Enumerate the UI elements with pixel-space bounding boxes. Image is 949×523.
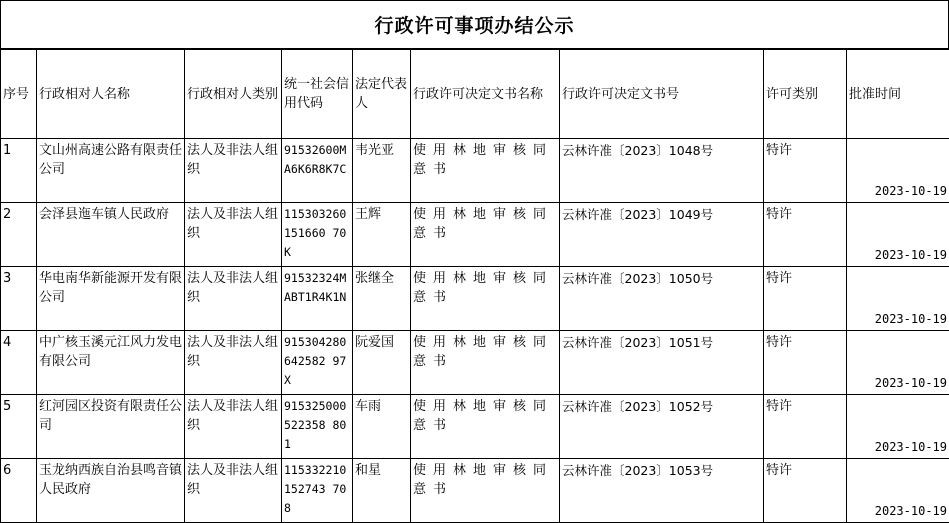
cell-permit-type: 特许	[764, 459, 847, 523]
cell-legal-rep: 王辉	[353, 203, 411, 267]
cell-doc-no: 云林许准〔2023〕1051号	[560, 331, 764, 395]
header-category: 行政相对人类别	[185, 50, 282, 139]
cell-approval-date: 2023-10-19	[847, 395, 949, 459]
table-row	[1, 395, 949, 459]
cell-category: 法人及非法人组织	[185, 395, 282, 459]
cell-name: 华电南华新能源开发有限公司	[37, 267, 185, 331]
cell-legal-rep: 和星	[353, 459, 411, 523]
table-row	[1, 459, 949, 523]
cell-permit-type: 特许	[764, 267, 847, 331]
cell-seq: 1	[1, 139, 37, 203]
cell-approval-date: 2023-10-19	[847, 267, 949, 331]
header-seq: 序号	[1, 50, 37, 139]
cell-name: 文山州高速公路有限责任公司	[37, 139, 185, 203]
cell-approval-date: 2023-10-19	[847, 331, 949, 395]
header-permit-type: 许可类别	[764, 50, 847, 139]
table-row	[1, 331, 949, 395]
cell-permit-type: 特许	[764, 395, 847, 459]
cell-doc-no: 云林许准〔2023〕1049号	[560, 203, 764, 267]
cell-doc-no: 云林许准〔2023〕1053号	[560, 459, 764, 523]
table-row	[1, 267, 949, 331]
cell-category: 法人及非法人组织	[185, 459, 282, 523]
cell-permit-type: 特许	[764, 331, 847, 395]
cell-approval-date: 2023-10-19	[847, 459, 949, 523]
cell-name: 玉龙纳西族自治县鸣音镇人民政府	[37, 459, 185, 523]
table-header-row	[1, 50, 949, 139]
cell-name: 红河园区投资有限责任公司	[37, 395, 185, 459]
cell-credit-code: 91532324MABT1R4K1N	[282, 267, 353, 331]
cell-legal-rep: 韦光亚	[353, 139, 411, 203]
cell-approval-date: 2023-10-19	[847, 139, 949, 203]
table-row	[1, 203, 949, 267]
cell-legal-rep: 张继全	[353, 267, 411, 331]
cell-credit-code: 915304280642582 97X	[282, 331, 353, 395]
cell-name: 中广核玉溪元江风力发电有限公司	[37, 331, 185, 395]
cell-seq: 2	[1, 203, 37, 267]
header-approval-date: 批准时间	[847, 50, 949, 139]
header-doc-no: 行政许可决定文书号	[560, 50, 764, 139]
cell-doc-name: 使用林地审核同意书	[411, 267, 560, 331]
cell-credit-code: 115303260151660 70K	[282, 203, 353, 267]
cell-doc-name: 使用林地审核同意书	[411, 459, 560, 523]
cell-seq: 3	[1, 267, 37, 331]
cell-legal-rep: 阮爱国	[353, 331, 411, 395]
cell-approval-date: 2023-10-19	[847, 203, 949, 267]
page-title: 行政许可事项办结公示	[0, 0, 949, 49]
cell-credit-code: 91532600MA6K6R8K7C	[282, 139, 353, 203]
header-legal-rep: 法定代表人	[353, 50, 411, 139]
cell-seq: 6	[1, 459, 37, 523]
cell-credit-code: 915325000522358 801	[282, 395, 353, 459]
cell-seq: 4	[1, 331, 37, 395]
cell-category: 法人及非法人组织	[185, 203, 282, 267]
cell-category: 法人及非法人组织	[185, 331, 282, 395]
cell-doc-name: 使用林地审核同意书	[411, 395, 560, 459]
cell-credit-code: 115332210152743 708	[282, 459, 353, 523]
permit-table	[0, 49, 949, 523]
cell-category: 法人及非法人组织	[185, 267, 282, 331]
cell-name: 会泽县迤车镇人民政府	[37, 203, 185, 267]
cell-doc-no: 云林许准〔2023〕1050号	[560, 267, 764, 331]
cell-seq: 5	[1, 395, 37, 459]
cell-legal-rep: 车雨	[353, 395, 411, 459]
header-name: 行政相对人名称	[37, 50, 185, 139]
header-doc-name: 行政许可决定文书名称	[411, 50, 560, 139]
table-row	[1, 139, 949, 203]
cell-doc-no: 云林许准〔2023〕1048号	[560, 139, 764, 203]
cell-category: 法人及非法人组织	[185, 139, 282, 203]
cell-permit-type: 特许	[764, 139, 847, 203]
cell-permit-type: 特许	[764, 203, 847, 267]
cell-doc-name: 使用林地审核同意书	[411, 203, 560, 267]
cell-doc-name: 使用林地审核同意书	[411, 331, 560, 395]
cell-doc-name: 使用林地审核同意书	[411, 139, 560, 203]
cell-doc-no: 云林许准〔2023〕1052号	[560, 395, 764, 459]
header-credit-code: 统一社会信用代码	[282, 50, 353, 139]
